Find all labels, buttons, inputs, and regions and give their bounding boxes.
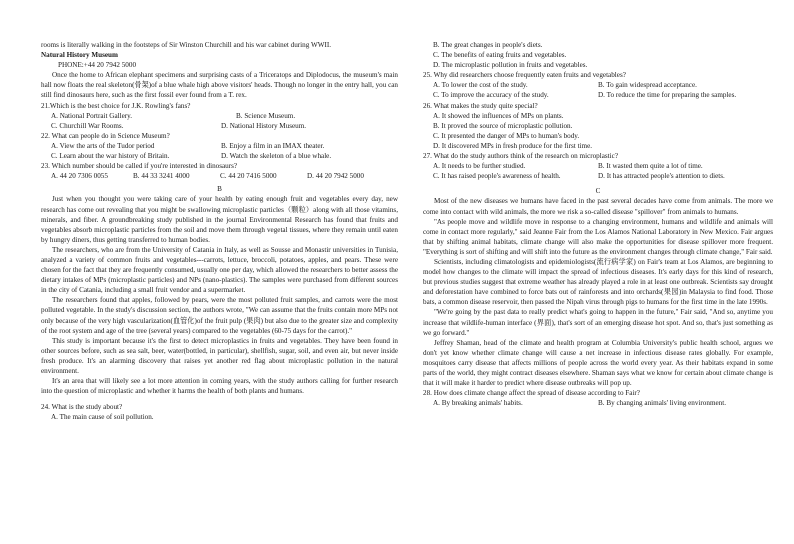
q23-option-d[interactable]: D. 44 20 7942 5000 [307, 172, 364, 181]
right-column [423, 40, 773, 408]
question-22-stem: 22. What can people do in Science Museum? [41, 131, 170, 140]
q27-option-b[interactable]: B. It wasted them quite a lot of time. [598, 162, 703, 171]
q21-option-c[interactable]: C. Churchill War Rooms. [51, 121, 124, 130]
q25-option-b[interactable]: B. To gain widespread acceptance. [598, 81, 697, 90]
q26-option-d[interactable]: D. It discovered MPs in fresh produce for the first time. [433, 141, 593, 150]
q25-option-c[interactable]: C. To improve the accuracy of the study. [433, 91, 549, 100]
question-24-stem: 24. What is the study about? [41, 403, 123, 412]
q23-option-c[interactable]: C. 44 20 7416 5000 [220, 172, 277, 181]
question-21-options-row-1 [41, 111, 398, 121]
q24-option-c[interactable]: C. The benefits of eating fruits and vegetables. [433, 51, 567, 60]
q21-option-b[interactable]: B. Science Museum. [236, 111, 296, 120]
q23-option-a[interactable]: A. 44 20 7306 0055 [51, 172, 108, 181]
section-c-heading: C [595, 187, 601, 196]
museum-heading: Natural History Museum [41, 51, 118, 60]
passage-lead-text: rooms is literally walking in the footsteps of Sir Winston Churchill and his war cabinet during WWII. [41, 41, 331, 49]
q24-option-b[interactable]: B. The great changes in people's diets. [433, 41, 543, 49]
question-21-options-row-2 [41, 121, 398, 131]
question-21-stem: 21.Which is the best choice for J.K. Rowling's fans? [41, 101, 191, 110]
museum-description: Once the home to African elephant specimens and surprising casts of a Triceratops and Diplodocus, the museum's main hall now floats the real skeleton(骨架)of a blue whale high above visitors' heads. Though no longer in the entry hall, you can still find dinosaurs here, such as the first fossil ever found from a T. rex. [41, 71, 398, 100]
q25-option-d[interactable]: D. To reduce the time for preparing the samples. [598, 91, 737, 100]
passage-c-paragraph-5: Jeffrey Shaman, head of the climate and health program at Columbia University's public health school, argues we don't yet know whether climate change will cause a net increase in infectious disease rates globally. For example, mosquitoes carry disease that affects millions of people across the world every year. As their habitats expand in some parts of the world, they might contract diseases elsewhere. Shaman says what we know for certain about climate change is that it will make it harder to predict where disease outbreaks will pop up. [423, 338, 773, 388]
passage-c-paragraph-1: Most of the new diseases we humans have faced in the past several decades have come from animals. The more we come into contact with wild animals, the more we risk a so-called disease "spillover" from animals to humans. [423, 197, 773, 216]
q24-option-a[interactable]: A. The main cause of soil pollution. [51, 413, 154, 422]
museum-phone: PHONE:+44 20 7942 5000 [58, 61, 137, 70]
q25-option-a[interactable]: A. To lower the cost of the study. [433, 81, 528, 90]
passage-c-paragraph-2: "As people move and wildlife move in response to a changing environment, humans and wildlife and animals will come in contact more regularly," said Jeanne Fair from the Los Alamos National Laboratory in New Mexico. Fair argues that by shifting animal habitats, climate change will also make the opportunities for disease spillover more frequent. "Everything is sort of shifting and will shift into the future as the environment changes through climate change," Fair said. [423, 217, 773, 256]
q22-option-a[interactable]: A. View the arts of the Tudor period [51, 141, 155, 150]
passage-b-paragraph-4: This study is important because it's the first to detect microplastics in fruits and vegetables. They have been found in other sources before, such as sea salt, beer, water(bottled, in particular), shellfish, sugar, soil, and even air, but never inside fresh produce. It's an alarming discovery that raises yet another red flag about microplastic pollution in the natural environment. [41, 336, 398, 375]
q24-option-d[interactable]: D. The microplastic pollution in fruits and vegetables. [433, 61, 588, 70]
q22-option-d[interactable]: D. Watch the skeleton of a blue whale. [221, 152, 332, 161]
question-26-stem: 26. What makes the study quite special? [423, 101, 538, 110]
q28-option-a[interactable]: A. By breaking animals' habits. [433, 399, 523, 408]
question-22-options-row-1 [41, 141, 398, 151]
q27-option-c[interactable]: C. It has raised people's awareness of health. [433, 172, 561, 181]
q23-option-b[interactable]: B. 44 33 3241 4000 [133, 172, 190, 181]
q26-option-c[interactable]: C. It presented the danger of MPs to human's body. [433, 131, 580, 140]
question-25-options-row-1 [423, 80, 773, 90]
q22-option-c[interactable]: C. Learn about the war history of Britain. [51, 152, 170, 161]
q21-option-d[interactable]: D. National History Museum. [221, 121, 307, 130]
question-25-stem: 25. Why did researchers choose frequently eaten fruits and vegetables? [423, 71, 626, 80]
q27-option-d[interactable]: D. It has attracted people's attention to diets. [598, 172, 725, 181]
passage-b-paragraph-3: The researchers found that apples, followed by pears, were the most polluted fruit samples, and carrots were the most polluted vegetable. In the study's discussion section, the authors wrote, "We can assume that the fruits contain more MPs not only because of the very high vascularization(血管化)of the fruit pulp (果肉) but also due to the greater size and complexity of the root system and age of the tree (several years) compared to the vegetables (60-75 days for the carrot)." [41, 296, 398, 335]
question-28-options-row-1 [423, 398, 773, 408]
passage-b-paragraph-2: The researchers, who are from the University of Catania in Italy, as well as Sousse and Monastir universities in Tunisia, analyzed a variety of common fruits and vegetables---carrots, lettuce, broccoli, potatoes, apples, and pears. These were chosen for the fact that they are frequently consumed, usually one per day, which allowed the researchers to better assess the dietary intakes of MPs (microplastic particles) and NPs (nano-plastics). The samples were purchased from different sources in the city of Catania, including a small fruit vendor and a supermarket. [41, 245, 398, 295]
question-22-options-row-2 [41, 151, 398, 161]
question-28-stem: 28. How does climate change affect the spread of disease according to Fair? [423, 389, 640, 398]
q22-option-b[interactable]: B. Enjoy a film in an IMAX theater. [221, 141, 325, 150]
section-b-heading: B [217, 185, 222, 194]
question-25-options-row-2 [423, 90, 773, 100]
q21-option-a[interactable]: A. National Portrait Gallery. [51, 111, 133, 120]
passage-b-paragraph-1: Just when you thought you were taking care of your health by eating enough fruit and vegetables every day, new research has come out revealing that you might be swallowing microplastic particles（颗粒）along with all those vitamins, minerals, and fiber. A groundbreaking study published in the journal Environmental Research has found that fruits and vegetables absorb microplastic particles from the soil and move them through vegetal tissues, where they remain until eaten by hungry diners, thus getting transferred to human bodies. [41, 195, 398, 244]
q27-option-a[interactable]: A. It needs to be further studied. [433, 162, 526, 171]
q26-option-a[interactable]: A. It showed the influences of MPs on plants. [433, 111, 564, 120]
q26-option-b[interactable]: B. It proved the source of microplastic pollution. [433, 121, 573, 130]
question-27-stem: 27. What do the study authors think of the research on microplastic? [423, 152, 618, 161]
question-23-options-row [41, 171, 398, 181]
passage-c-paragraph-4: "We're going by the past data to really predict what's going to happen in the future," Fair said, "And so, anytime you increase that wildlife-human interface (界面), that's sort of an emerging disease hot spot. And so, that's just something as we go forward." [423, 308, 773, 337]
left-column [41, 40, 398, 422]
question-27-options-row-1 [423, 161, 773, 171]
question-27-options-row-2 [423, 171, 773, 181]
q28-option-b[interactable]: B. By changing animals' living environment. [598, 399, 727, 408]
question-23-stem: 23. Which number should be called if you're interested in dinosaurs? [41, 162, 238, 171]
passage-c-paragraph-3: Scientists, including climatologists and epidemiologists(流行病学家) on Fair's team at Los Alamos, are beginning to model how changes to the climate will impact the spread of infectious diseases. It's early days for this kind of research, but previous studies suggest that extreme weather has already played a role in at least one outbreak. Scientists say drought and deforestation have combined to force bats out of rainforests and into orchards(果园)in Malaysia to find food. Those bats, a common disease reservoir, then passed the Nipah virus through pigs to humans for the first time in the late 1990s. [423, 257, 773, 307]
passage-b-paragraph-5: It's an area that will likely see a lot more attention in coming years, with the study authors calling for further research into the question of microplastic and whether it harms the health of both plants and humans. [41, 377, 398, 396]
